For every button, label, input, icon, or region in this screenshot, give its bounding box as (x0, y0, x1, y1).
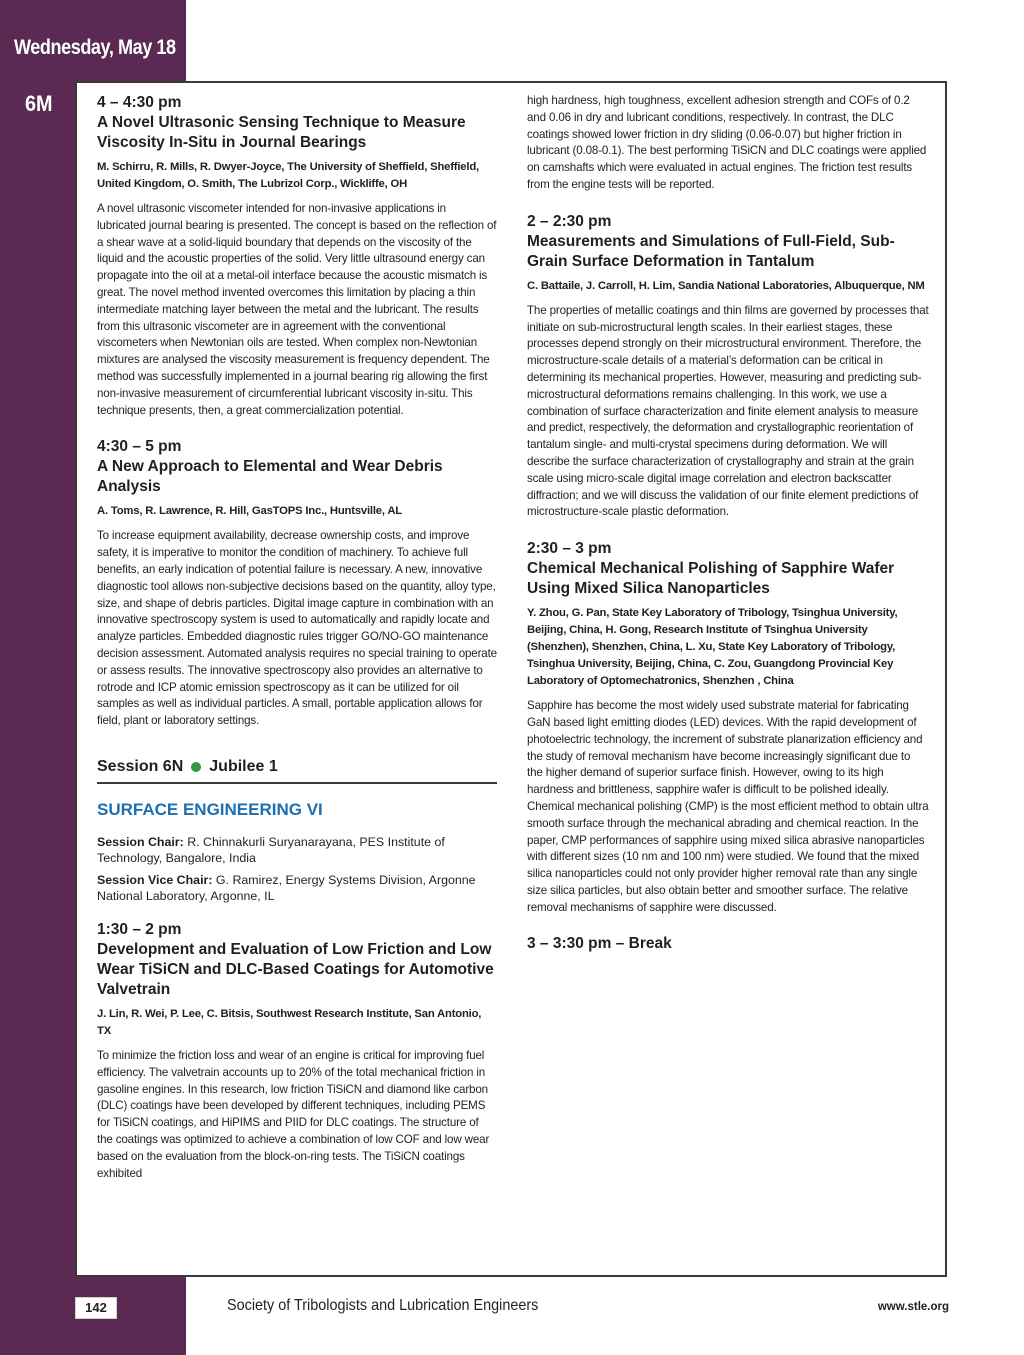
talk-title: Measurements and Simulations of Full-Field, Sub-Grain Surface Deformation in Tantalum (527, 232, 895, 270)
talk-time: 4:30 – 5 pm (97, 438, 182, 456)
talk-entry (527, 212, 929, 521)
talk-abstract: A novel ultrasonic viscometer intended for non-invasive applications in lubricated journal bearing is presented. The concept is based on the reflection of a shear wave at a solid-liquid boundary that depends on the viscosity of the liquid and the acoustic properties of the solid. Very little ultrasound energy can propagate into the oil at a metal-oil interface because the acoustic mismatch is great. The novel method invented overcomes this limitation by placing a thin intermediate matching layer between the metal and the lubricant. The results from this ultrasonic viscometer are in agreement with the conventional viscometers when Newtonian oils are tested. When complex non-Newtonian mixtures are analysed the viscosity measurement is frequency dependent. The method was successfully implemented in a journal bearing rig allowing the first non-invasive measurement of circumferential lubricant viscosity in-situ. This technique presents, then, a great commercialization potential. (97, 202, 497, 417)
session-vice-chair-label: Session Vice Chair: (97, 872, 213, 887)
talk-abstract: Sapphire has become the most widely used substrate material for fabricating GaN based light emitting diodes (LED) devices. With the rapid development of photoelectric technology, the increment of substrate planarization efficiency and the study of removal mechanism have become increasingly significant due to the higher demand of superior surface finish. However, owing to its high hardness and brittleness, sapphire wafer is difficult to be polished ideally. Chemical mechanical polishing (CMP) is the most efficient method to obtain ultra smooth surface through the mechanical abrading and chemical reaction. In the paper, CMP performances of sapphire using mixed silica abrasive nanoparticles with different sizes (10 nm and 100 nm) were studied. We found that the mixed silica nanoparticles could not only provider higher removal rate than any single size silica particles, but also obtain better and smoother surface. The relative removal mechanisms of sapphire were discussed. (527, 699, 929, 914)
talk-abstract: To increase equipment availability, decrease ownership costs, and improve safety, it is imperative to monitor the condition of machinery. To achieve full benefits, an early indication of potential failure is necessary. A new, innovative diagnostic tool allows non-subjective decisions based on the quantity, alloy type, size, and shape of debris particles. Digital image capture in combination with an innovative spectroscopy system is used to automatically and rapidly locate and analyze particles. Embedded diagnostic rules trigger GO/NO-GO maintenance decision assessment. Automated analysis requires no special training to operate or assess results. The innovative spectroscopy also provides an alternative to rotrode and ICP atomic emission spectroscopy as it can be utilized for oil samples as well as individual particles. A small, portable application allows for field, plant or laboratory settings. (97, 529, 497, 728)
talk-title: A Novel Ultrasonic Sensing Technique to Measure Viscosity In-Situ in Journal Bearings (97, 114, 466, 151)
session-title: SURFACE ENGINEERING VI (97, 799, 323, 819)
talk-entry (527, 539, 929, 916)
footer-url[interactable]: www.stle.org (877, 1301, 949, 1313)
session-vice-chair (97, 872, 497, 904)
talk-entry (97, 920, 497, 1182)
day-label: Wednesday, May 18 (14, 36, 176, 59)
talk-abstract: The properties of metallic coatings and thin films are governed by processes that initiate on sub-microstructural length scales. In their earliest stages, these processes depend strongly on their microstructural environment. Therefore, the microstructure-scale details of a material’s deformation can be critical in determining its mechanical properties. However, measuring and predicting sub-microstructural deformations remains challenging. In this work, we use a combination of surface characterization and finite element analysis to measure and predict, respectively, the deformation and crystallographic reorientation of tantalum single- and multi-crystal specimens during deformation. We will describe the surface characterization of crystallography and strain at the grain scale using micro-scale digital image correlation and electron backscatter diffraction; and we will discuss the validation of our finite element predictions of microstructure-scale plastic deformation. (527, 303, 929, 519)
left-column (97, 93, 497, 1200)
talk-title: A New Approach to Elemental and Wear Debris Analysis (97, 458, 443, 496)
talk-title: Chemical Mechanical Polishing of Sapphire Wafer Using Mixed Silica Nanoparticles (527, 560, 895, 598)
talk-title: Development and Evaluation of Low Friction and Low Wear TiSiCN and DLC-Based Coatings for Automotive Valvetrain (97, 940, 494, 998)
footer-organization: Society of Tribologists and Lubrication Engineers (227, 1297, 539, 1314)
talk-authors: J. Lin, R. Wei, P. Lee, C. Bitsis, Southwest Research Institute, San Antonio, TX (97, 1007, 482, 1037)
session-label: Session 6N (97, 757, 184, 775)
session-chair-label: Session Chair: (97, 834, 184, 849)
talk-entry (97, 93, 497, 419)
talk-abstract: To minimize the friction loss and wear of an engine is critical for improving fuel efficiency. The valvetrain accounts up to 20% of the total mechanical friction in gasoline engines. In this research, low friction TiSiCN and diamond like carbon (DLC) coatings have been developed by different techniques, including PEMS for TiSiCN coatings, and HiPIMS and PIID for DLC coatings. The structure of the coatings was optimized to achieve a combination of low COF and low wear based on the evaluation from the block-on-ring tests. The TiSiCN coatings exhibited (97, 1048, 490, 1180)
talk-authors: M. Schirru, R. Mills, R. Dwyer-Joyce, The University of Sheffield, Sheffield, United Kingdom, O. Smith, The Lubrizol Corp., Wickliffe, OH (97, 161, 479, 190)
session-code-label: 6M (25, 91, 53, 116)
break-entry: 3 – 3:30 pm – Break (527, 934, 672, 952)
talk-authors: A. Toms, R. Lawrence, R. Hill, GasTOPS Inc., Huntsville, AL (97, 505, 403, 518)
talk-entry (97, 437, 497, 730)
talk-authors: Y. Zhou, G. Pan, State Key Laboratory of Tribology, Tsinghua University, Beijing, China, H. Gong, Research Institute of Tsinghua University (Shenzhen), Shenzhen, China, L. Xu, State Key Laboratory of Tribology, Tsinghua University, Beijing, China, C. Zou, Guangdong Provincial Key Laboratory of Optomechatronics, Shenzhen , China (527, 607, 898, 688)
talk-time: 4 – 4:30 pm (97, 94, 182, 111)
talk-time: 1:30 – 2 pm (97, 920, 182, 938)
session-chair-name: R. Chinnakurli Suryanarayana, PES Institute of Technology, Bangalore, India (97, 834, 445, 865)
right-column (527, 93, 929, 953)
session-chair (97, 834, 497, 866)
talk-authors: C. Battaile, J. Carroll, H. Lim, Sandia National Laboratories, Albuquerque, NM (527, 279, 925, 292)
talk-continuation (527, 93, 929, 194)
talk-abstract-continued: high hardness, high toughness, excellent adhesion strength and COFs of 0.2 and 0.06 in dry and lubricant conditions, respectively. In contrast, the DLC coatings showed lower friction in dry sliding (0.06-0.07) but higher friction in lubricant (0.08-0.1). The best performing TiSiCN and DLC coatings were applied on camshafts which were evaluated in actual engines. The friction test results from the engine tests will be reported. (527, 94, 927, 191)
talk-time: 2:30 – 3 pm (527, 540, 612, 558)
session-vice-chair-name: G. Ramirez, Energy Systems Division, Argonne National Laboratory, Argonne, IL (97, 872, 476, 903)
session-room: Jubilee 1 (209, 757, 278, 775)
bullet-icon (191, 762, 201, 772)
talk-time: 2 – 2:30 pm (527, 212, 612, 230)
page-number: 142 (75, 1297, 117, 1319)
session-header (97, 758, 497, 784)
